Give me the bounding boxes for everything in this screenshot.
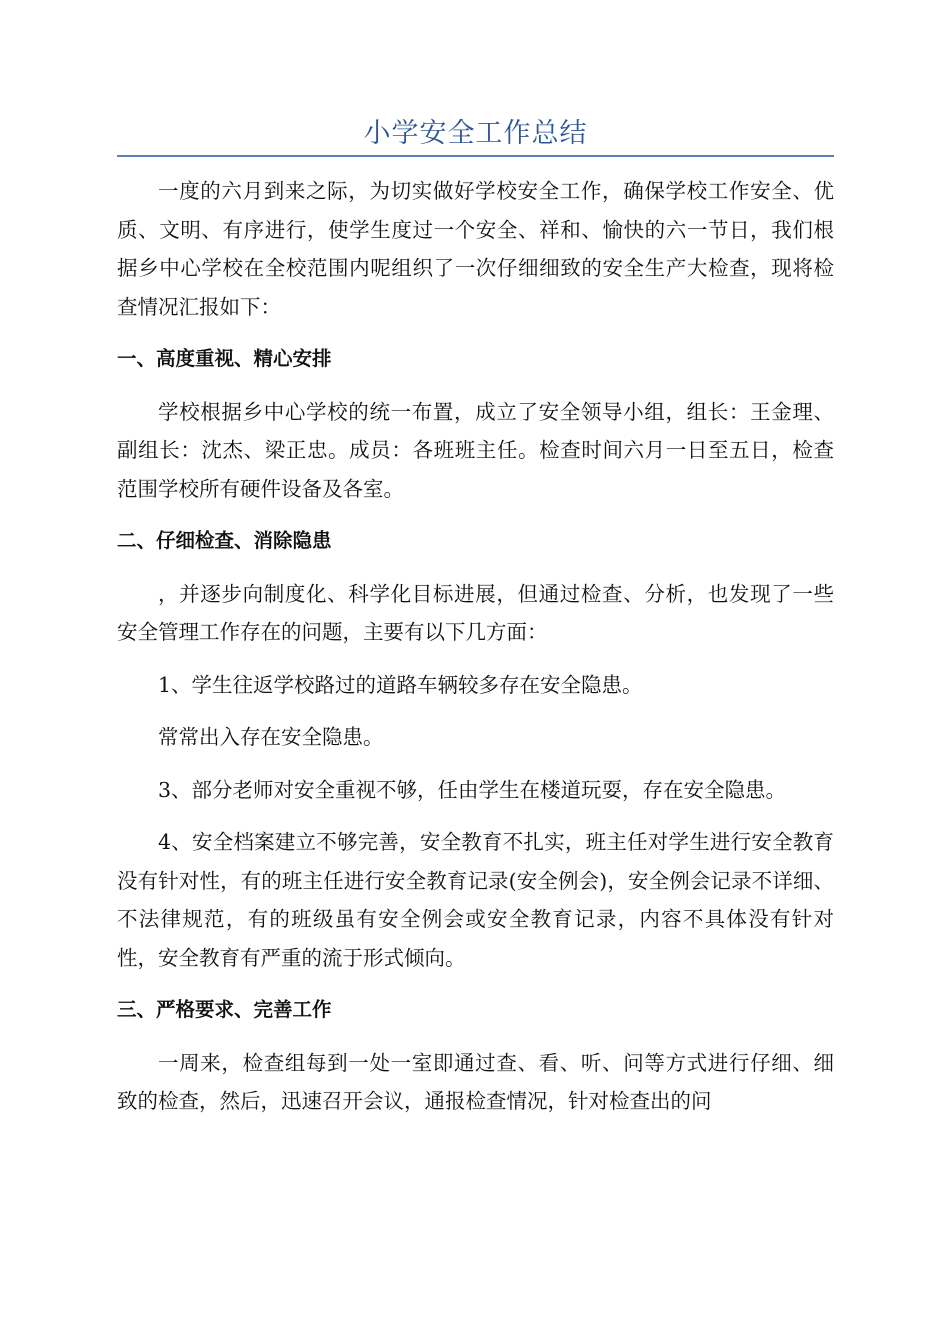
title-underline	[117, 155, 834, 157]
list-item-3: 3、部分老师对安全重视不够，任由学生在楼道玩耍，存在安全隐患。	[158, 777, 787, 802]
paragraph-organization: 学校根据乡中心学校的统一布置，成立了安全领导小组，组长：王金理、副组长：沈杰、梁正忠。成员：各班班主任。检查时间六月一日至五日，检查范围学校所有硬件设备及各室。	[117, 399, 834, 501]
paragraph-findings: ，并逐步向制度化、科学化目标进展，但通过检查、分析，也发现了一些安全管理工作存在的问题，主要有以下几方面：	[117, 581, 834, 644]
paragraph-intro: 一度的六月到来之际，为切实做好学校安全工作，确保学校工作安全、优质、文明、有序进行，使学生度过一个安全、祥和、愉快的六一节日，我们根据乡中心学校在全校范围内呢组织了一次仔细细致的安全生产大检查，现将检查情况汇报如下：	[117, 179, 834, 319]
section-heading-2: 二、仔细检查、消除隐患	[117, 529, 332, 552]
document-title: 小学安全工作总结	[363, 118, 588, 149]
list-item-4: 4、安全档案建立不够完善，安全教育不扎实，班主任对学生进行安全教育没有针对性，有的班主任进行安全教育记录(安全例会)，安全例会记录不详细、不法律规范，有的班级虽有安全例会或安全教育记录，内容不具体没有针对性，安全教育有严重的流于形式倾向。	[117, 830, 834, 970]
list-item-2: 常常出入存在安全隐患。	[158, 725, 384, 749]
list-item-1: 1、学生往返学校路过的道路车辆较多存在安全隐患。	[158, 672, 643, 697]
section-heading-3: 三、严格要求、完善工作	[117, 998, 332, 1021]
document-body	[117, 172, 834, 1121]
paragraph-inspection: 一周来，检查组每到一处一室即通过查、看、听、问等方式进行仔细、细致的检查，然后，迅速召开会议，通报检查情况，针对检查出的问	[117, 1050, 834, 1113]
section-heading-1: 一、高度重视、精心安排	[117, 347, 332, 370]
